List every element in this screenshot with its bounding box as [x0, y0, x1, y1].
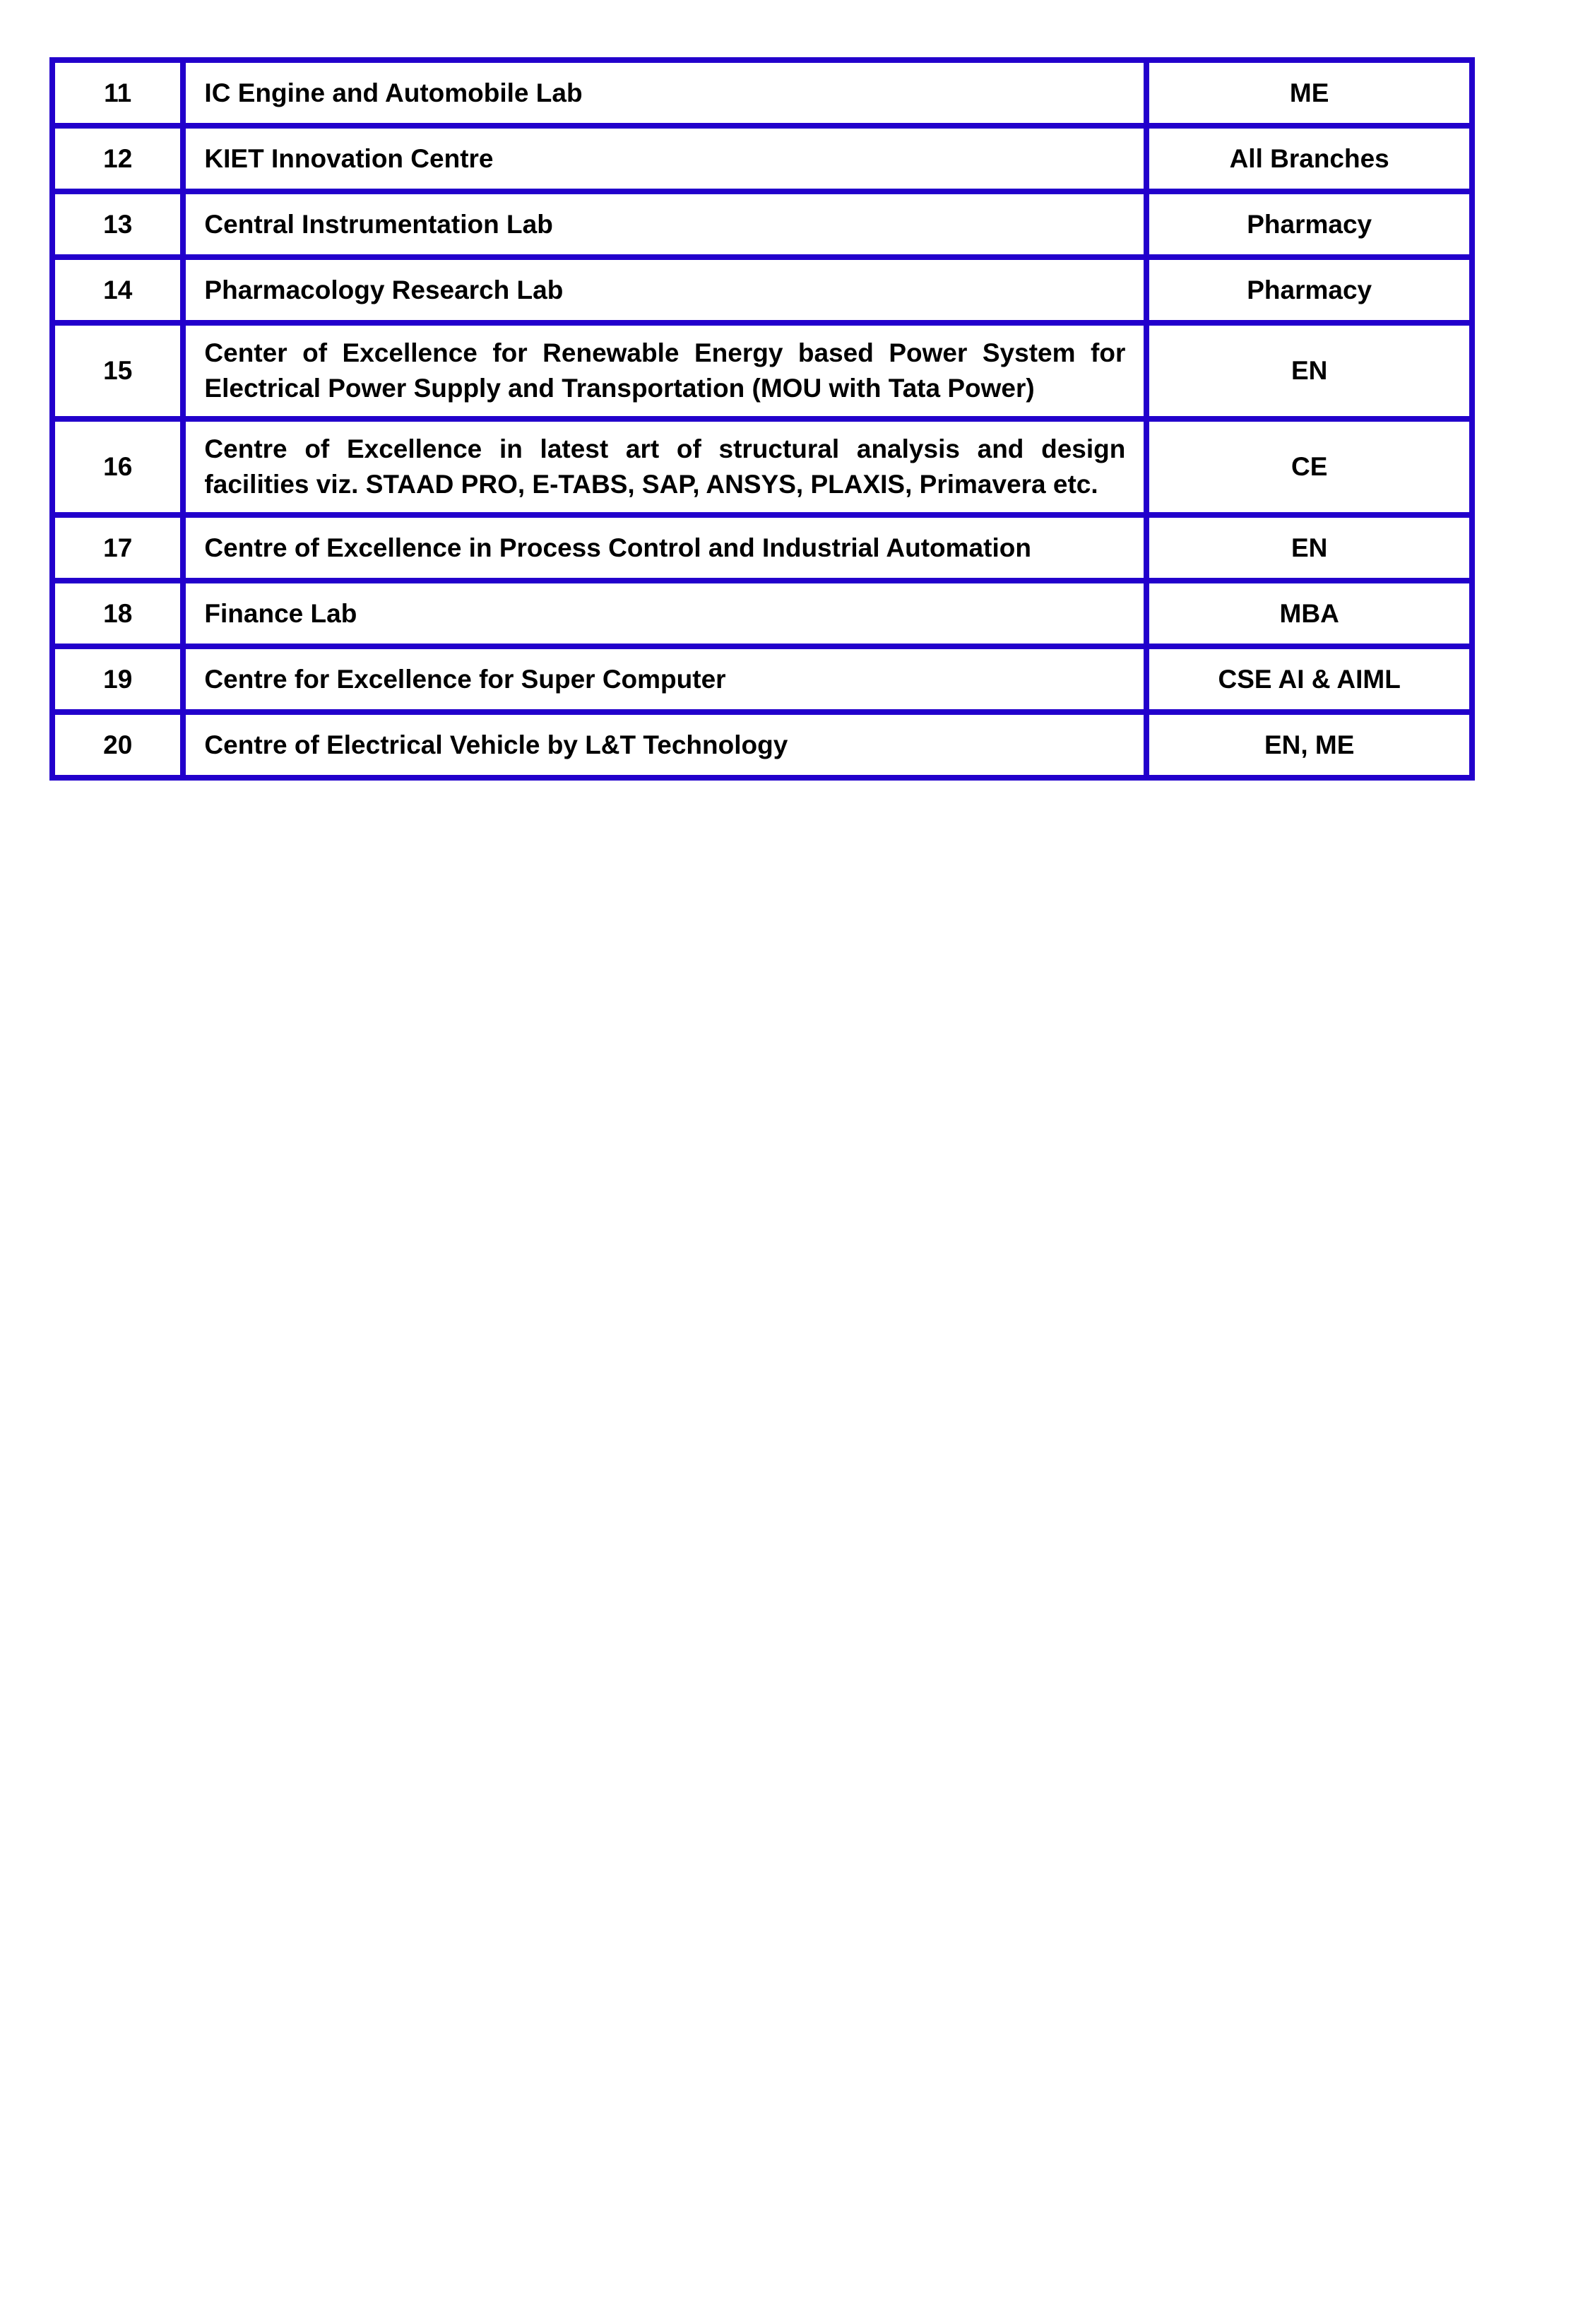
- branch: CSE AI & AIML: [1149, 649, 1469, 709]
- lab-name: Centre of Electrical Vehicle by L&T Technology: [186, 715, 1144, 775]
- branch: Pharmacy: [1149, 194, 1469, 254]
- table-row: [55, 649, 1469, 709]
- branch: EN: [1149, 518, 1469, 578]
- table-row: [55, 326, 1469, 416]
- branch: Pharmacy: [1149, 260, 1469, 320]
- serial-number: 17: [55, 518, 180, 578]
- table-row: [55, 715, 1469, 775]
- lab-name: KIET Innovation Centre: [186, 129, 1144, 189]
- serial-number: 14: [55, 260, 180, 320]
- branch: MBA: [1149, 583, 1469, 644]
- lab-name: Centre of Excellence in Process Control and Industrial Automation: [186, 518, 1144, 578]
- lab-name: Finance Lab: [186, 583, 1144, 644]
- branch: CE: [1149, 422, 1469, 512]
- table-row: [55, 63, 1469, 123]
- branch: All Branches: [1149, 129, 1469, 189]
- serial-number: 20: [55, 715, 180, 775]
- lab-name: Center of Excellence for Renewable Energy based Power System for Electrical Power Supply and Transportation (MOU with Tata Power): [186, 326, 1144, 416]
- lab-name: IC Engine and Automobile Lab: [186, 63, 1144, 123]
- branch: EN, ME: [1149, 715, 1469, 775]
- branch: EN: [1149, 326, 1469, 416]
- table-row: [55, 260, 1469, 320]
- lab-name: Centre of Excellence in latest art of structural analysis and design facilities viz. STAAD PRO, E-TABS, SAP, ANSYS, PLAXIS, Primavera etc.: [186, 422, 1144, 512]
- lab-name: Pharmacology Research Lab: [186, 260, 1144, 320]
- serial-number: 15: [55, 326, 180, 416]
- serial-number: 18: [55, 583, 180, 644]
- table-row: [55, 194, 1469, 254]
- branch: ME: [1149, 63, 1469, 123]
- serial-number: 19: [55, 649, 180, 709]
- serial-number: 16: [55, 422, 180, 512]
- lab-name: Central Instrumentation Lab: [186, 194, 1144, 254]
- serial-number: 12: [55, 129, 180, 189]
- serial-number: 11: [55, 63, 180, 123]
- table-row: [55, 129, 1469, 189]
- labs-table: [49, 57, 1475, 781]
- table-row: [55, 583, 1469, 644]
- table-row: [55, 518, 1469, 578]
- lab-name: Centre for Excellence for Super Computer: [186, 649, 1144, 709]
- serial-number: 13: [55, 194, 180, 254]
- table-row: [55, 422, 1469, 512]
